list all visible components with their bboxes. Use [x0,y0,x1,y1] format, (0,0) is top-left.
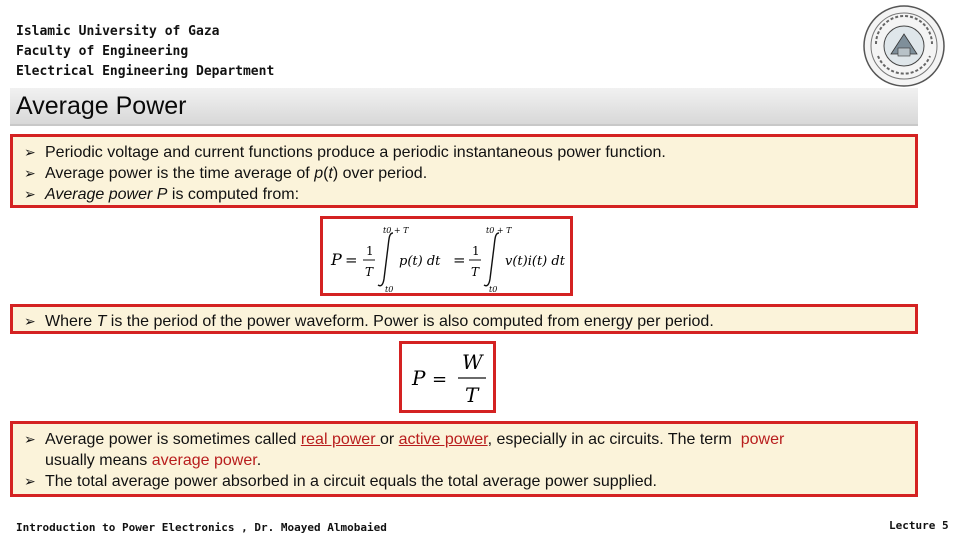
bullet-real-power [21,429,907,471]
bullet-text: Average power is sometimes called [45,431,301,448]
eq2-symbol-P: P [412,366,426,390]
eq-equals-1: = [345,251,358,269]
term-average-power: average power [151,452,257,469]
eq-lower-limit-2: t0 [489,285,498,293]
eq-upper-limit-2: t0 + T [486,226,512,235]
bullet-text: Periodic voltage and current functions produce a periodic instantaneous power function. [45,144,666,161]
bullet-text-end: is computed from: [167,186,300,203]
eq-equals-2: = [453,251,466,269]
footer-lecture-number: Lecture 5 [889,519,949,532]
page-title: Average Power [16,92,187,120]
eq2-symbol-W: W [462,350,483,374]
bullet-text-cont: usually means [45,452,152,469]
average-power-integral-equation [320,216,573,296]
term-power: power [740,431,785,448]
eq-integrand-2: v(t)i(t) dt [505,254,565,269]
bullet-computed-from [21,184,907,205]
integral-sign-2 [484,233,499,286]
arrow-bullet-icon: ➢ [24,473,36,489]
equation-graphic [323,219,570,293]
bullet-text-end: is the period of the power waveform. Power is also computed from energy per period. [106,313,714,330]
eq-symbol-P: P [331,250,342,269]
bullet-text-mid: , especially in ac circuits. The term [487,431,737,448]
bullet-text: The total average power absorbed in a circuit equals the total average power supplied. [45,473,657,490]
title-bar [10,88,918,126]
symbol-P: P [156,186,168,203]
period-mark: . [256,452,262,469]
university-seal-logo [862,4,946,88]
bullet-text: Average power is the time average of [45,165,315,182]
bullet-period-definition [21,311,907,332]
arrow-bullet-icon: ➢ [24,431,36,447]
bullet-periodic-functions [21,142,907,163]
arrow-bullet-icon: ➢ [24,165,36,181]
term-active-power: active power [398,431,488,448]
power-energy-equation [399,341,496,413]
paren-open: ( [323,165,329,182]
faculty-name: Faculty of Engineering [16,44,189,59]
arrow-bullet-icon: ➢ [24,313,36,329]
eq-T-2: T [471,265,480,279]
eq-integrand-1: p(t) dt [399,254,441,269]
bullet-text-end: ) over period. [332,165,428,182]
term-real-power: real power [300,431,380,448]
department-name: Electrical Engineering Department [16,64,275,79]
real-power-box [10,421,918,497]
bullet-time-average [21,163,907,184]
eq2-equals: = [432,369,448,390]
eq2-symbol-T: T [465,383,479,407]
arrow-bullet-icon: ➢ [24,144,36,160]
symbol-p: p [314,165,324,182]
eq-T-1: T [365,265,374,279]
equation-graphic-2 [402,344,493,410]
institution-header [16,22,274,82]
university-name: Islamic University of Gaza [16,24,220,39]
conjunction-or: or [379,431,399,448]
intro-bullets-box [10,134,918,208]
arrow-bullet-icon: ➢ [24,186,36,202]
integral-sign-1 [378,233,393,286]
bullet-text: Where [45,313,97,330]
footer-course-author: Introduction to Power Electronics , Dr. Moayed Almobaied [16,521,387,534]
symbol-T: T [96,313,107,330]
period-explanation-box [10,304,918,334]
bullet-total-power [21,471,907,492]
eq-one-1: 1 [366,244,374,258]
symbol-t: t [328,165,333,182]
eq-lower-limit-1: t0 [385,285,394,293]
bullet-text: Average power [45,186,157,203]
eq-upper-limit-1: t0 + T [383,226,409,235]
eq-one-2: 1 [472,244,480,258]
